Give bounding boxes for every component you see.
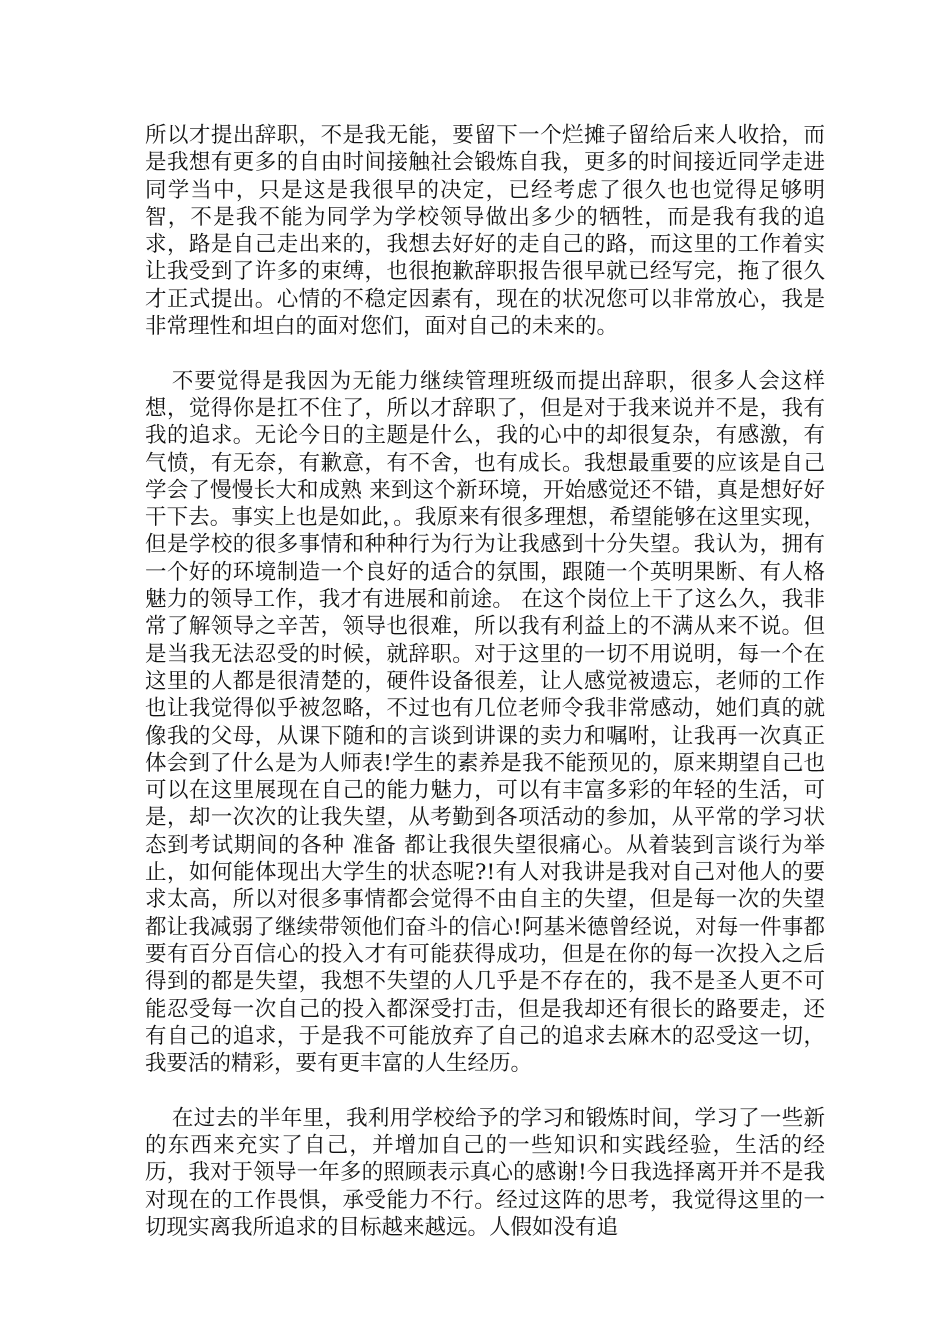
paragraph-2: 不要觉得是我因为无能力继续管理班级而提出辞职，很多人会这样想，觉得你是扛不住了，所以才辞职了，但是对于我来说并不是，我有我的追求。无论今日的主题是什么，我的心中的却很复杂，有感激，有气愤，有无奈，有歉意，有不舍，也有成长。我想最重要的应该是自己学会了慢慢长大和成熟 来到这个新环境，开始感觉还不错，真是想好好干下去。事实上也是如此，。我原来有很多理想，希望能够在这里实现，但是学校的很多事情和种种行为行为让我感到十分失望。我认为，拥有一个好的环境制造一个良好的适合的氛围，跟随一个英明果断、有人格魅力的领导工作，我才有进展和前途。 在这个岗位上干了这么久，我非常了解领导之辛苦，领导也很难，所以我有利益上的不满从来不说。但是当我无法忍受的时候，就辞职。对于这里的一切不用说明，每一个在这里的人都是很清楚的，硬件设备很差，让人感觉被遗忘，老师的工作也让我觉得似乎被忽略，不过也有几位老师令我非常感动，她们真的就像我的父母，从课下随和的言谈到讲课的卖力和嘱咐，让我再一次真正体会到了什么是为人师表!学生的素养是我不能预见的，原来期望自己也可以在这里展现在自己的能力魅力，可以有丰富多彩的年轻的生活，可是，却一次次的让我失望，从考勤到各项活动的参加，从平常的学习状态到考试期间的各种 准备 都让我很失望很痛心。从着装到言谈行为举止，如何能体现出大学生的状态呢?!有人对我讲是我对自己对他人的要求太高，所以对很多事情都会觉得不由自主的失望，但是每一次的失望都让我减弱了继续带领他们奋斗的信心!阿基米德曾经说，对每一件事都要有百分百信心的投入才有可能获得成功，但是在你的每一次投入之后得到的都是失望，我想不失望的人几乎是不存在的，我不是圣人更不可能忍受每一次自己的投入都深受打击，但是我却还有很长的路要走，还有自己的追求，于是我不可能放弃了自己的追求去麻木的忍受这一切，我要活的精彩，要有更丰富的人生经历。 bbox=[145, 368, 825, 1077]
body-text bbox=[145, 122, 825, 1241]
paragraph-gap bbox=[145, 340, 825, 367]
paragraph-gap bbox=[145, 1077, 825, 1104]
paragraph-3: 在过去的半年里，我利用学校给予的学习和锻炼时间，学习了一些新的东西来充实了自己，并增加自己的一些知识和实践经验，生活的经历，我对于领导一年多的照顾表示真心的感谢!今日我选择离开并不是我对现在的工作畏惧，承受能力不行。经过这阵的思考，我觉得这里的一切现实离我所追求的目标越来越远。人假如没有追 bbox=[145, 1105, 825, 1240]
paragraph-1: 所以才提出辞职，不是我无能，要留下一个烂摊子留给后来人收拾，而是我想有更多的自由时间接触社会锻炼自我，更多的时间接近同学走进同学当中，只是这是我很早的决定，已经考虑了很久也也觉得足够明智，不是我不能为同学为学校领导做出多少的牺牲，而是我有我的追求，路是自己走出来的，我想去好好的走自己的路，而这里的工作着实让我受到了许多的束缚，也很抱歉辞职报告很早就已经写完，拖了很久才正式提出。心情的不稳定因素有，现在的状况您可以非常放心，我是非常理性和坦白的面对您们，面对自己的未来的。 bbox=[145, 123, 825, 340]
